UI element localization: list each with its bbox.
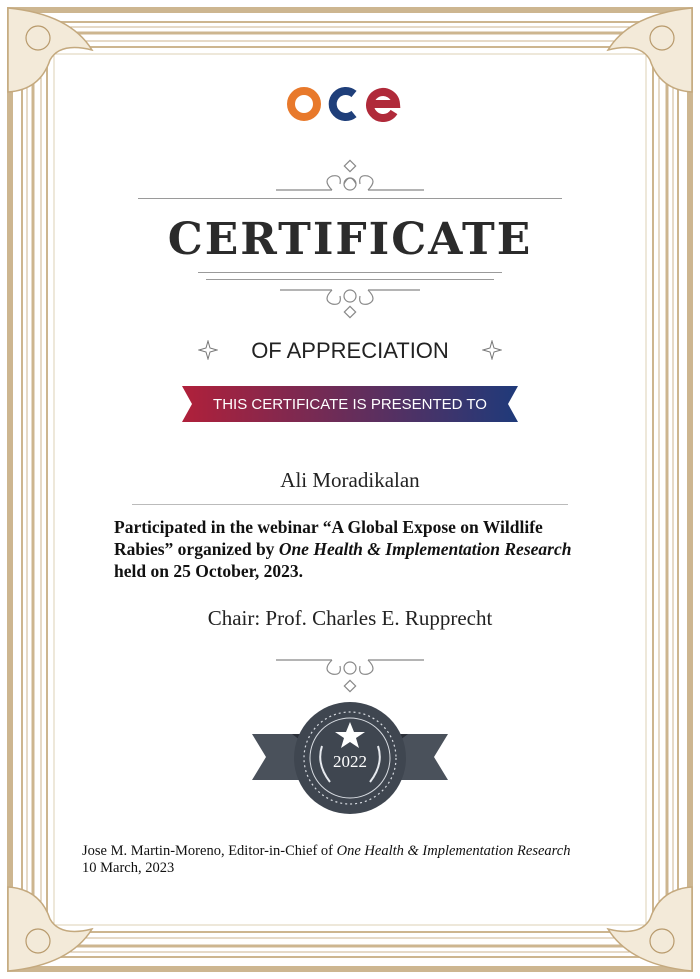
top-ornament: [270, 158, 430, 198]
recipient-name: Ali Moradikalan: [280, 468, 420, 492]
issue-date: 10 March, 2023: [82, 860, 175, 876]
journal-name: One Health & Implementation Research: [278, 539, 572, 559]
divider-line: [206, 279, 494, 280]
signatory-line: Jose M. Martin-Moreno, Editor-in-Chief of One Health & Implementation Research: [82, 843, 571, 859]
body-line-2: Rabies” organized by One Health & Implementation Research: [114, 539, 572, 559]
divider-line: [198, 272, 502, 273]
logo: [286, 78, 414, 128]
certificate-subtitle: OF APPRECIATION: [251, 338, 449, 363]
participation-text: [114, 516, 614, 582]
certificate-title: CERTIFICATE: [167, 214, 533, 265]
divider-line: [138, 198, 562, 199]
title-ornament: [270, 282, 430, 322]
chair-line: Chair: Prof. Charles E. Rupprecht: [207, 606, 493, 630]
name-underline: [132, 504, 568, 505]
ribbon-text: THIS CERTIFICATE IS PRESENTED TO: [213, 396, 487, 413]
body-line-1: Participated in the webinar “A Global Expose on Wildlife: [114, 517, 543, 537]
body-line-3: held on 25 October, 2023.: [114, 561, 303, 581]
signatory-journal: One Health & Implementation Research: [336, 843, 571, 859]
bottom-ornament: [270, 654, 430, 694]
seal-year: 2022: [333, 752, 367, 771]
sparkle-icon: [482, 340, 502, 360]
signature-block: [82, 843, 570, 877]
seal-badge: [250, 698, 450, 818]
